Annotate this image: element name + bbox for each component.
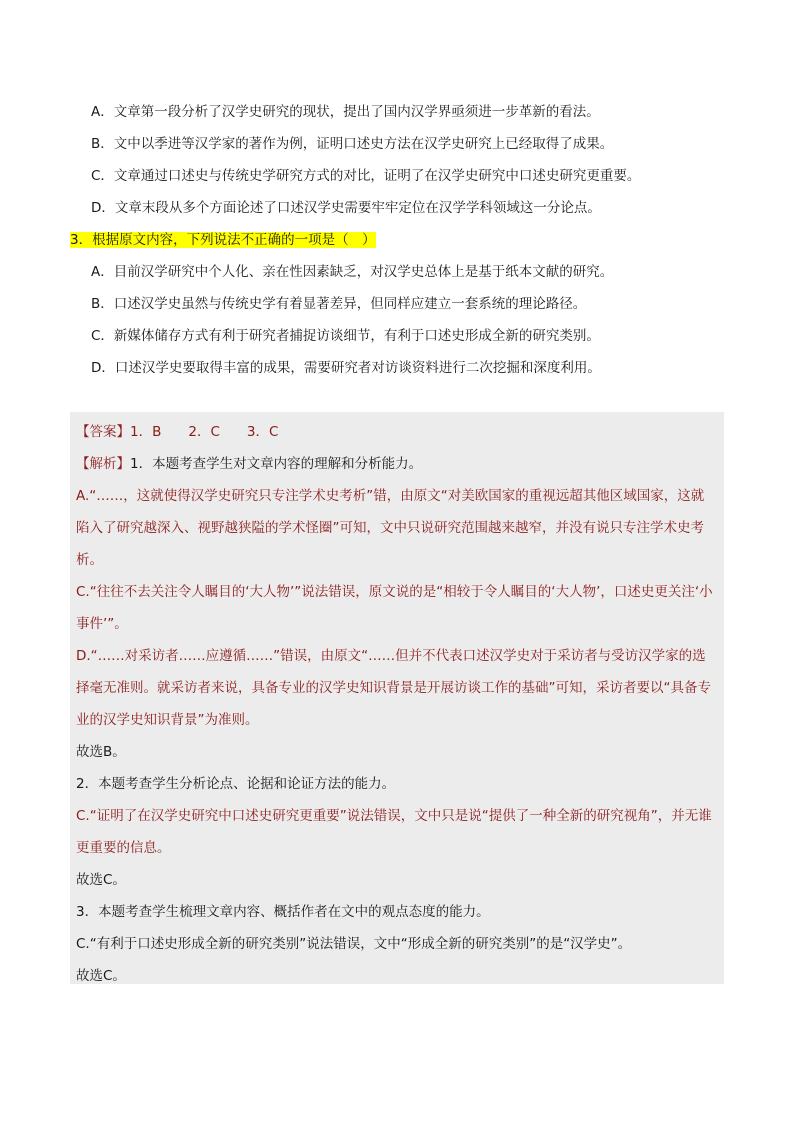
q2-option-c: C．文章通过口述史与传统史学研究方式的对比，证明了在汉学史研究中口述史研究更重要。 [91,168,641,184]
q3-title-highlight: 3．根据原文内容，下列说法不正确的一项是（ ） [70,232,376,248]
analysis-text-line: 更重要的信息。 [76,840,171,856]
analysis-heading: 3．本题考查学生梳理文章内容、概括作者在文中的观点态度的能力。 [76,904,490,920]
q3-title [70,224,724,256]
q2-option-a: A．文章第一段分析了汉学史研究的现状，提出了国内汉学界亟须进一步革新的看法。 [91,104,600,120]
analysis-intro: 1．本题考查学生对文章内容的理解和分析能力。 [130,456,423,472]
q2-option-d: D．文章末段从多个方面论述了口述汉学史需要牢牢定位在汉学学科领域这一分论点。 [91,200,601,216]
analysis-text-line: D.“……对采访者……应遵循……”错误，由原文“……但并不代表口述汉学史对于采访者与受访汉学家的选 [76,648,706,664]
analysis-text-line: C.“往往不去关注令人瞩目的‘大人物’”说法错误，原文说的是“相较于令人瞩目的‘大人物’，口述史更关注‘小 [76,584,713,600]
analysis-text-line: A.“……，这就使得汉学史研究只专注学术史考析”错，由原文“对美欧国家的重视远超其他区域国家，这就 [76,488,705,504]
analysis-text-line: 业的汉学史知识背景”为准则。 [76,712,259,728]
q3-option-c: C．新媒体储存方式有利于研究者捕捉访谈细节，有利于口述史形成全新的研究类别。 [91,328,600,344]
analysis-text-line: 陷入了研究越深入、视野越狭隘的学术怪圈”可知，文中只说研究范围越来越窄，并没有说只专注学术史考 [76,520,704,536]
answer-values: 1．B 2．C 3．C [130,424,279,440]
q3-option-d: D．口述汉学史要取得丰富的成果，需要研究者对访谈资料进行二次挖掘和深度利用。 [91,360,601,376]
analysis-text-line: 事件’”。 [76,616,128,632]
question-block [70,96,724,384]
analysis-text-line: 析。 [76,552,103,568]
answer-line [76,416,718,448]
answer-label: 【答案】 [76,424,130,440]
analysis-conclusion: 故选C。 [76,968,126,984]
q3-option-b: B．口述汉学史虽然与传统史学有着显著差异，但同样应建立一套系统的理论路径。 [91,296,587,312]
analysis-text-line: C.“有利于口述史形成全新的研究类别”说法错误，文中“形成全新的研究类别”的是“汉学史”。 [76,936,632,952]
analysis-heading: 2．本题考查学生分析论点、论据和论证方法的能力。 [76,776,396,792]
analysis-label: 【解析】 [76,456,130,472]
analysis-conclusion: 故选C。 [76,872,126,888]
q3-option-a: A．目前汉学研究中个人化、亲在性因素缺乏，对汉学史总体上是基于纸本文献的研究。 [91,264,614,280]
analysis-text-line: 择毫无准则。就采访者来说，具备专业的汉学史知识背景是开展访谈工作的基础”可知，采访者要以“具备专 [76,680,711,696]
q2-option-b: B．文中以季进等汉学家的著作为例，证明口述史方法在汉学史研究上已经取得了成果。 [91,136,614,152]
analysis-conclusion: 故选B。 [76,744,126,760]
analysis-text-line: C.“证明了在汉学史研究中口述史研究更重要”说法错误，文中只是说“提供了一种全新的研究视角”，并无谁 [76,808,712,824]
answer-analysis-box [70,412,724,984]
analysis-line [76,448,718,480]
